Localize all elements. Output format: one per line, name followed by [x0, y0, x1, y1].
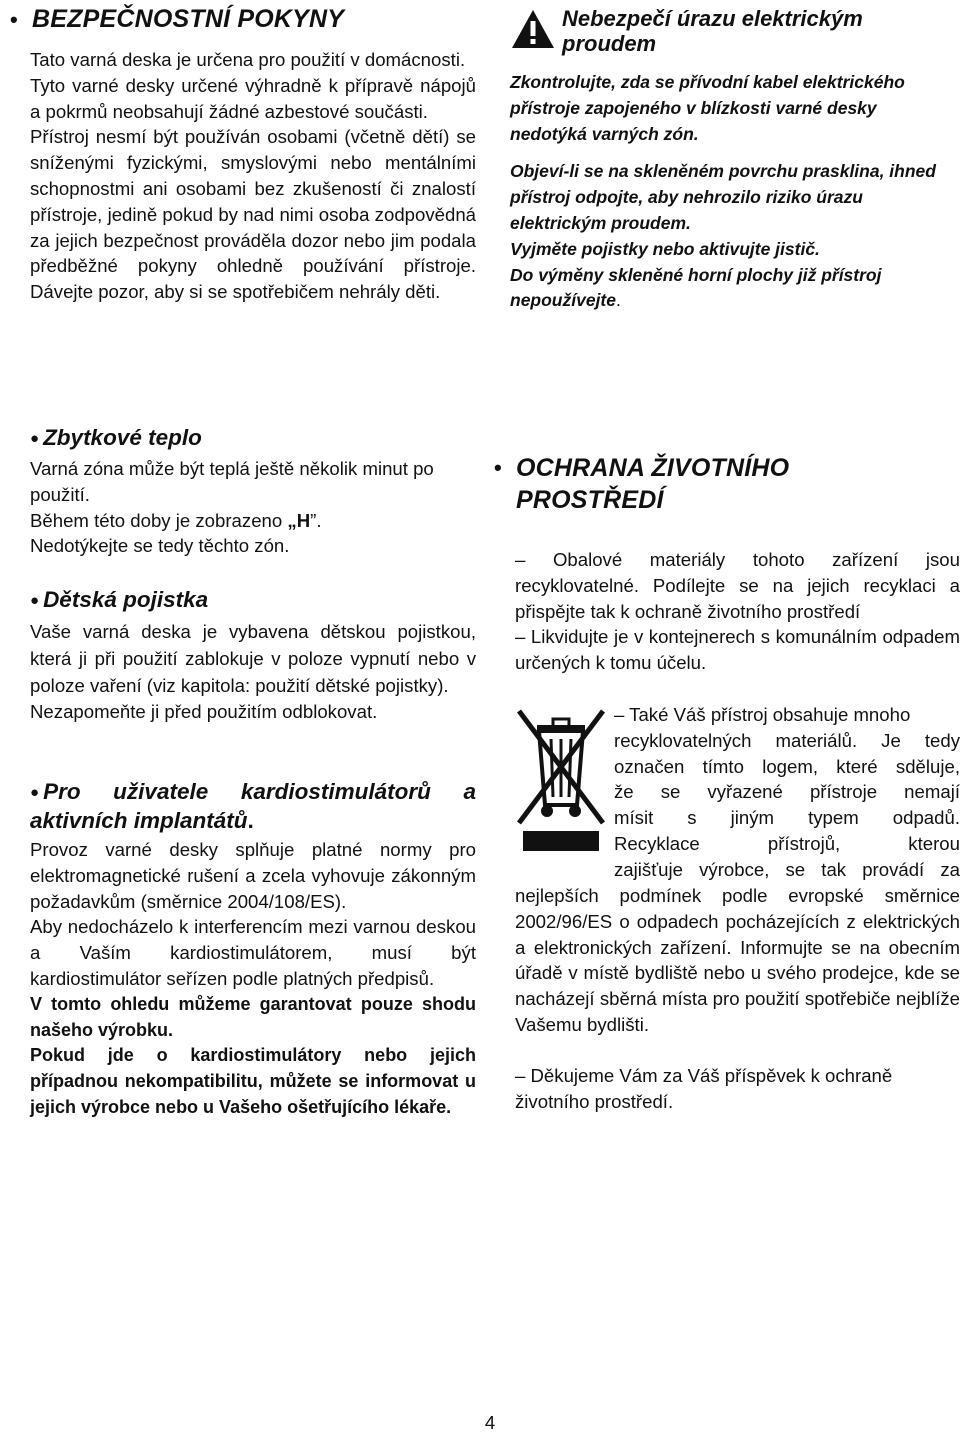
child-lock-title: Dětská pojistka [43, 587, 209, 612]
environment-body [515, 547, 960, 676]
environment-heading [494, 452, 960, 516]
residual-heat-symbol: „H [287, 509, 311, 531]
pacemaker-paragraph-1: Provoz varné desky splňuje platné normy pro elektromagnetické rušení a zcela vyhovuje zákonným požadavkům (směrnice 2004/108/ES). [30, 839, 476, 912]
page-number: 4 [484, 1412, 496, 1433]
pacemaker-heading [30, 778, 476, 835]
safety-title: BEZPEČNOSTNÍ POKYNY [32, 5, 345, 33]
environment-section [494, 452, 960, 516]
pacemaker-title: Pro uživatele kardiostimulátorů a aktivních implantátů [30, 779, 476, 834]
environment-paragraph-3-line-3: označen tímto logem, které sděluje, [614, 755, 960, 777]
environment-paragraph-3-line-1: – Také Váš přístroj obsahuje mnoho [614, 704, 911, 725]
environment-title-line-2: PROSTŘEDÍ [516, 486, 664, 514]
residual-heat-line-3: Nedotýkejte se tedy těchto zón. [30, 535, 290, 557]
child-lock-heading [30, 586, 476, 614]
safety-section [10, 4, 476, 305]
environment-paragraph-3-rest: nejlepších podmínek podle evropské směrnice 2002/96/ES o odpadech pocházejících z elektrických a elektronických zařízení. Informujte se na obecním úřadě v místě bydliště nebo u svého prodejce, kde se nacházejí sběrná místa pro použití spotřebiče nejblíže Vašemu bydlišti. [515, 885, 960, 1035]
bullet-icon: ● [30, 429, 40, 447]
residual-heat-line-2-end: ”. [310, 509, 322, 531]
electric-warning-section [510, 4, 958, 314]
residual-heat-line-2-text: Během této doby je zobrazeno [30, 509, 288, 531]
warning-triangle-icon [510, 8, 556, 50]
electric-warning-paragraph-2: Objeví-li se na skleněném povrchu prasklina, ihned přístroj odpojte, aby nehrozilo riziko úrazu elektrickým proudem. [510, 161, 936, 233]
pacemaker-paragraph-4: Pokud jde o kardiostimulátory nebo jejich případnou nekompatibilitu, můžete se informovat u jejich výrobce nebo u Vašeho ošetřujícího lékaře. [30, 1045, 476, 1118]
environment-title-line-1: OCHRANA ŽIVOTNÍHO [516, 454, 790, 482]
safety-paragraph-2: Tyto varné desky určené výhradně k přípravě nápojů a pokrmů neobsahují žádné azbestové součásti. [30, 74, 476, 122]
residual-heat-heading [30, 424, 476, 452]
environment-logo-text [614, 702, 960, 883]
electric-warning-paragraph-4-period: . [616, 290, 621, 311]
residual-heat-line-2 [30, 508, 476, 534]
environment-paragraph-4: – Děkujeme Vám za Váš příspěvek k ochraně životního prostředí. [515, 1064, 893, 1112]
pacemaker-paragraph-2: Aby nedocházelo k interferencím mezi varnou deskou a Vaším kardiostimulátorem, musí být kardiostimulátor seřízen podle platných předpisů. [30, 916, 476, 990]
residual-heat-section [30, 424, 476, 559]
residual-heat-line-1: Varná zóna může být teplá ještě několik minut po použití. [30, 458, 434, 505]
child-lock-paragraph-2: Nezapomeňte ji před použitím odblokovat. [30, 701, 378, 722]
child-lock-paragraph-1: Vaše varná deska je vybavena dětskou pojistkou, která ji při použití zablokuje v poloze vypnutí nebo v poloze vaření (viz kapitola: použití dětské pojistky). [30, 621, 476, 696]
environment-paragraph-3-line-6: Recyklace přístrojů, kterou [614, 832, 960, 854]
pacemaker-section [30, 778, 476, 1121]
electric-warning-paragraph-4-text: Do výměny skleněné horní plochy již přístroj nepoužívejte [510, 264, 882, 311]
environment-paragraph-3-line-2: recyklovatelných materiálů. Je tedy [614, 729, 960, 751]
environment-body-continued [515, 883, 960, 1114]
bullet-icon: ● [30, 784, 40, 802]
bullet-icon: • [10, 6, 18, 32]
environment-paragraph-3-line-4: že se vyřazené přístroje nemají [614, 781, 960, 803]
residual-heat-title: Zbytkové teplo [43, 425, 202, 450]
pacemaker-paragraph-3: V tomto ohledu můžeme garantovat pouze shodu našeho výrobku. [30, 993, 476, 1040]
environment-paragraph-1: – Obalové materiály tohoto zařízení jsou recyklovatelné. Podílejte se na jejich recyklaci a přispějte tak k ochraně životního prostředí [515, 549, 960, 622]
safety-paragraph-1: Tato varná deska je určena pro použití v domácnosti. [30, 49, 466, 70]
electric-warning-title: Nebezpečí úrazu elektrickým proudem [562, 6, 863, 56]
pacemaker-title-period: . [247, 808, 254, 834]
bullet-icon: ● [30, 591, 40, 609]
child-lock-section [30, 586, 476, 725]
electric-warning-paragraph-3: Vyjměte pojistky nebo aktivujte jistič. [510, 238, 820, 259]
bullet-icon: • [494, 455, 502, 480]
environment-paragraph-3-line-7: zajišťuje výrobce, se tak provádí za [614, 858, 960, 880]
environment-paragraph-3-line-5: mísit s jiným typem odpadů. [614, 807, 960, 829]
safety-paragraph-3: Přístroj nesmí být používán osobami (včetně dětí) se sníženými fyzickými, smyslovými nebo mentálními schopnostmi ani osobami bez zkušeností či znalostí přístroje, jedině pokud by nad nimi osoba zodpovědná za jejich bezpečnost prováděla dozor nebo jim podala předběžné pokyny ohledně používání přístroje. Dávejte pozor, aby si se spotřebičem nehrály děti. [30, 126, 476, 303]
safety-heading [10, 4, 476, 35]
pacemaker-title-block [30, 778, 476, 835]
crossed-out-bin-icon [515, 705, 607, 855]
environment-paragraph-2: – Likvidujte je v kontejnerech s komunálním odpadem určených k tomu účelu. [515, 626, 960, 674]
electric-warning-heading [510, 4, 958, 56]
electric-warning-paragraph-1: Zkontrolujte, zda se přívodní kabel elektrického přístroje zapojeného v blízkosti varné desky nedotýká varných zón. [510, 72, 905, 144]
electric-warning-paragraph-4 [510, 263, 958, 315]
